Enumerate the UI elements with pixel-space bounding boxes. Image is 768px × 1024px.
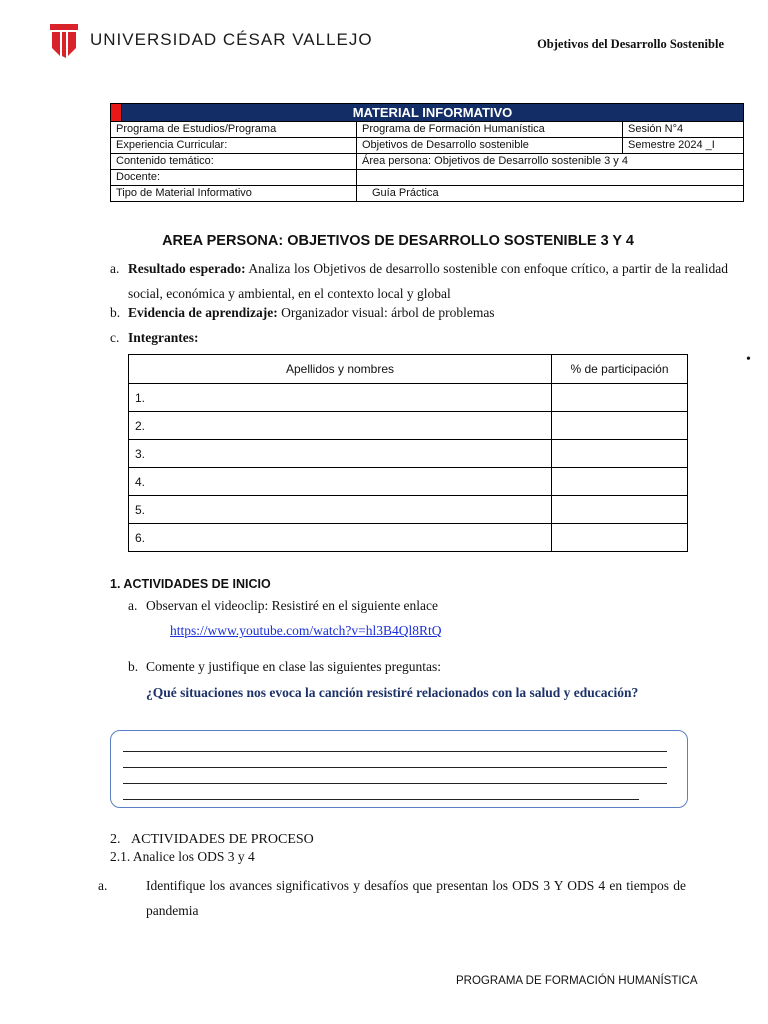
item-c (110, 330, 710, 346)
table-row (129, 440, 688, 468)
section-title: ACTIVIDADES DE PROCESO (131, 832, 314, 847)
table-row (111, 186, 744, 202)
participation-cell[interactable] (552, 412, 688, 440)
section1-item-a (128, 598, 728, 614)
cell: Semestre 2024 _I (622, 138, 743, 154)
member-name-cell[interactable]: 2. (129, 412, 552, 440)
item-label: a. (128, 598, 138, 613)
table-row (129, 468, 688, 496)
member-name-cell[interactable]: 3. (129, 440, 552, 468)
table-row (111, 138, 744, 154)
answer-line[interactable] (123, 767, 667, 768)
item-label: a. (98, 878, 108, 893)
cell: Objetivos de Desarrollo sostenible (356, 138, 622, 154)
members-table (128, 354, 688, 552)
participation-cell[interactable] (552, 496, 688, 524)
cell (356, 170, 743, 186)
member-name-cell[interactable]: 5. (129, 496, 552, 524)
table-title: MATERIAL INFORMATIVO (122, 104, 744, 122)
answer-box[interactable] (110, 730, 688, 808)
table-row (111, 122, 744, 138)
cell: Área persona: Objetivos de Desarrollo sostenible 3 y 4 (356, 154, 743, 170)
cell: Sesión N°4 (622, 122, 743, 138)
youtube-link[interactable]: https://www.youtube.com/watch?v=hl3B4Ql8RtQ (170, 623, 442, 638)
participation-cell[interactable] (552, 468, 688, 496)
section2-title (110, 832, 710, 848)
answer-line[interactable] (123, 783, 667, 784)
cell: Docente: (111, 170, 357, 186)
question-text: ¿Qué situaciones nos evoca la canción resistiré relacionados con la salud y educación? (146, 685, 639, 700)
answer-line[interactable] (123, 799, 639, 800)
item-text: Observan el videoclip: Resistiré en el siguiente enlace (146, 598, 439, 613)
section1-item-b (128, 659, 728, 675)
table-row (129, 384, 688, 412)
item-b (110, 305, 710, 321)
item-label: c. (110, 330, 120, 345)
section2-item-a (98, 873, 686, 923)
cell: Experiencia Curricular: (111, 138, 357, 154)
member-name-cell[interactable]: 6. (129, 524, 552, 552)
footer-text: PROGRAMA DE FORMACIÓN HUMANÍSTICA (456, 975, 698, 987)
item-label: b. (110, 305, 121, 320)
item-text: Comente y justifique en clase las siguientes preguntas: (146, 659, 442, 674)
table-row (111, 154, 744, 170)
table-row (111, 170, 744, 186)
item-bold: Evidencia de aprendizaje: (128, 305, 278, 320)
material-info-table (110, 103, 744, 202)
university-logo (48, 22, 373, 58)
item-text: Analiza los Objetivos de desarrollo sostenible con enfoque crítico, a partir de la realidad social, económica y ambiental, en el contexto local y global (128, 261, 729, 301)
logo-text: UNIVERSIDAD CÉSAR VALLEJO (90, 30, 373, 49)
table-row (129, 412, 688, 440)
participation-cell[interactable] (552, 440, 688, 468)
section1-title: 1. ACTIVIDADES DE INICIO (110, 577, 271, 591)
item-text: Identifique los avances significativos y desafíos que presentan los ODS 3 Y ODS 4 en tiempos de pandemia (146, 878, 686, 918)
ucv-shield-icon (48, 22, 80, 58)
bullet-mark: • (746, 352, 751, 367)
cell: Programa de Estudios/Programa (111, 122, 357, 138)
item-label: a. (110, 261, 120, 276)
member-name-cell[interactable]: 4. (129, 468, 552, 496)
participation-cell[interactable] (552, 524, 688, 552)
table-row (129, 524, 688, 552)
item-text: Organizador visual: árbol de problemas (277, 305, 495, 320)
cell: Guía Práctica (356, 186, 743, 202)
cell: Contenido temático: (111, 154, 357, 170)
participation-cell[interactable] (552, 384, 688, 412)
item-bold: Resultado esperado: (128, 261, 246, 276)
section-number: 2. (110, 832, 121, 847)
header-names: Apellidos y nombres (129, 355, 552, 384)
item-bold: Integrantes: (128, 330, 199, 345)
item-a (110, 256, 728, 306)
header-title: Objetivos del Desarrollo Sostenible (537, 37, 724, 51)
table-row (129, 496, 688, 524)
section2-subtitle: 2.1. Analice los ODS 3 y 4 (110, 849, 255, 864)
red-marker (111, 104, 122, 122)
answer-line[interactable] (123, 751, 667, 752)
header-participation: % de participación (552, 355, 688, 384)
member-name-cell[interactable]: 1. (129, 384, 552, 412)
cell: Programa de Formación Humanística (356, 122, 622, 138)
cell: Tipo de Material Informativo (111, 186, 357, 202)
document-title: AREA PERSONA: OBJETIVOS DE DESARROLLO SOSTENIBLE 3 Y 4 (162, 233, 634, 249)
item-label: b. (128, 659, 139, 674)
